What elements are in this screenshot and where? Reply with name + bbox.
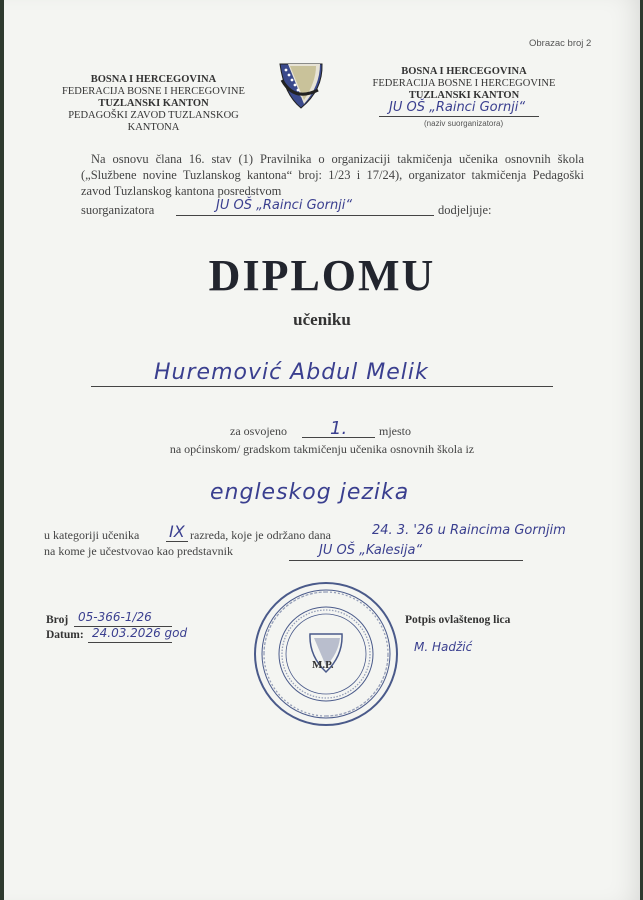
category-middle: razreda, koje je održano dana (190, 528, 331, 542)
number-label: Broj (46, 614, 69, 626)
place-value: 1. (330, 418, 348, 439)
category-prefix: u kategoriji učenika (44, 528, 140, 542)
header-left-line4: PEDAGOŠKI ZAVOD TUZLANSKOG KANTONA (68, 110, 239, 133)
awards-text: dodjeljuje: (438, 203, 492, 217)
header-left-line3: TUZLANSKI KANTON (98, 98, 209, 109)
date-line (88, 642, 172, 643)
header-right-line3: TUZLANSKI KANTON (408, 90, 520, 101)
grade-value: IX (169, 522, 185, 541)
date-label: Datum: (46, 629, 84, 641)
place-suffix: mjesto (379, 424, 411, 438)
signature-label: Potpis ovlaštenog lica (405, 614, 511, 626)
header-left (46, 74, 261, 134)
diploma-sheet (4, 0, 640, 900)
stamp-label: M.P. (312, 659, 334, 671)
student-name: Huremović Abdul Melik (154, 360, 429, 385)
student-name-line (91, 386, 553, 387)
coorganizer-value-line (176, 215, 434, 216)
coorganizer-caption: (naziv suorganizatora) (424, 119, 504, 128)
place-prefix: za osvojeno (230, 424, 287, 438)
coorganizer-label: suorganizatora (81, 203, 155, 217)
number-value: 05-366-1/26 (78, 610, 152, 624)
diploma-title: DIPLOMU (208, 251, 436, 300)
official-stamp (252, 580, 400, 728)
grade-line (166, 541, 188, 542)
subject: engleskog jezika (210, 480, 410, 505)
representative-value: JU OŠ „Kalesija“ (319, 543, 423, 558)
diploma-subtitle: učeniku (293, 310, 351, 329)
representative-label: na kome je učestvovao kao predstavnik (44, 544, 233, 558)
header-left-line2: FEDERACIJA BOSNE I HERCEGOVINE (62, 86, 245, 97)
header-right-line1: BOSNA I HERCEGOVINA (401, 66, 527, 77)
coorganizer-handwritten: JU OŠ „Rainci Gornji“ (389, 100, 526, 115)
header-left-line1: BOSNA I HERCEGOVINA (90, 74, 217, 85)
coorganizer-line (379, 116, 539, 117)
form-number: Obrazac broj 2 (529, 38, 592, 49)
header-right (364, 66, 564, 102)
signature-value: M. Hadžić (414, 640, 473, 654)
intro-paragraph: Na osnovu člana 16. stav (1) Pravilnika o organizaciji takmičenja učenika osnovnih škola („Službene novine Tuzlanskog kantona“ broj: 1/23 i 17/24), organizator takmičenja Pedagoški zavod Tuzlanskog kantona posredstvom (81, 152, 584, 198)
coat-of-arms-icon (274, 60, 328, 114)
date-place: 24. 3. '26 u Raincima Gornjim (372, 523, 566, 538)
competition-line: na općinskom/ gradskom takmičenju učenika osnovnih škola iz (169, 442, 475, 456)
header-right-line2: FEDERACIJA BOSNE I HERCEGOVINE (372, 78, 556, 89)
date-value: 24.03.2026 god (92, 626, 188, 640)
coorganizer-value: JU OŠ „Rainci Gornji“ (216, 198, 353, 213)
representative-line (289, 560, 523, 561)
